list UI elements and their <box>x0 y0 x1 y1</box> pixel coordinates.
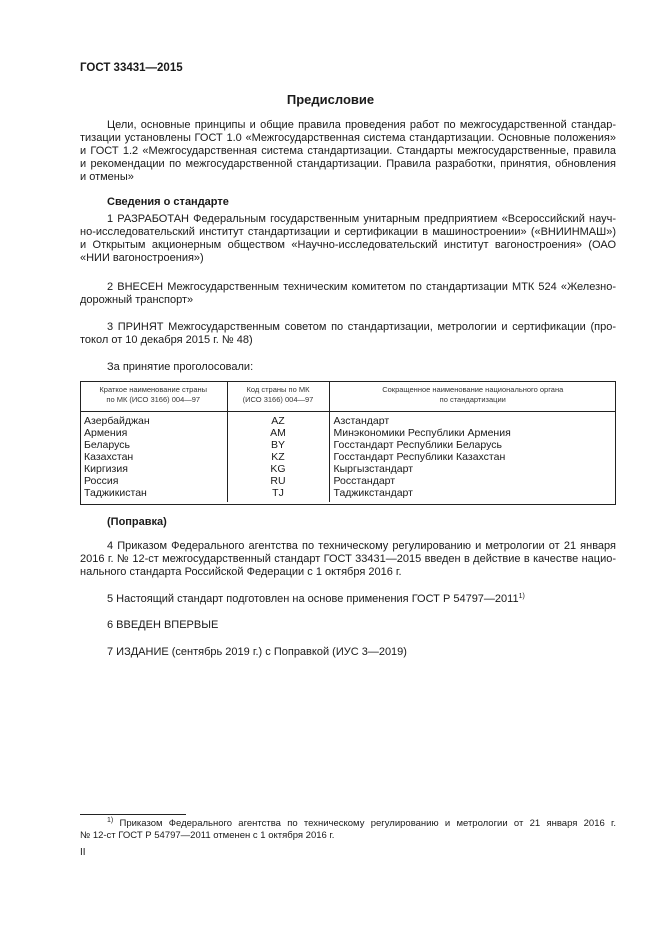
item-3-line: 3 ПРИНЯТ Межгосударственным советом по стандартизации, метрологии и сертификации (про- <box>107 321 616 333</box>
table-row <box>80 451 616 463</box>
code-cell: TJ <box>227 487 329 502</box>
table-row <box>80 439 616 451</box>
item-1-line: и Открытым акционерным обществом «Научно-исследовательский институт вагоностроения» (ОАО <box>80 239 616 251</box>
intro-line: и отмены» <box>80 171 134 183</box>
footnote-line: $^{1)}$ Приказом Федерального агентства по техническому регулированию и метрологии от 21 января 2016 г. <box>107 817 616 829</box>
intro-line: тизации установлены ГОСТ 1.0 «Межгосударственная система стандартизации. Основные положения» <box>80 132 616 144</box>
body-cell: Кыргызстандарт <box>329 463 616 475</box>
country-cell: Киргизия <box>84 463 128 475</box>
item-1-line: 1 РАЗРАБОТАН Федеральным государственным унитарным предприятием «Всероссийский науч- <box>107 213 616 225</box>
item-4-line: нального стандарта Российской Федерации с 1 октября 2016 г. <box>80 566 402 578</box>
footnote-divider <box>80 814 186 815</box>
page-title: Предисловие <box>286 92 375 107</box>
country-cell: Азербайджан <box>84 415 150 427</box>
voted-label: За принятие проголосовали: <box>107 361 254 373</box>
body-cell: Азстандарт <box>329 412 616 428</box>
item-3-line: токол от 10 декабря 2015 г. № 48) <box>80 334 253 346</box>
footnote-line: № 12-ст ГОСТ Р 54797—2011 отменен с 1 октября 2016 г. <box>80 830 335 841</box>
item-5-text: 5 Настоящий стандарт подготовлен на основе применения ГОСТ Р 54797—2011 <box>107 593 519 605</box>
body-cell: Таджикстандарт <box>329 487 616 502</box>
column-header-body: Сокращенное наименование национального органа по стандартизации <box>329 381 616 412</box>
item-6-paragraph: 6 ВВЕДЕН ВПЕРВЫЕ <box>107 619 219 631</box>
about-standard-heading: Сведения о стандарте <box>107 196 229 208</box>
item-4-paragraph <box>80 540 616 579</box>
item-4-line: 4 Приказом Федерального агентства по техническому регулированию и метрологии от 21 января <box>107 540 616 552</box>
country-cell: Россия <box>84 475 119 487</box>
body-cell: Госстандарт Республики Беларусь <box>329 439 616 451</box>
footnote-mark: 1) <box>107 817 114 824</box>
item-2-line: 2 ВНЕСЕН Межгосударственным техническим комитетом по стандартизации МТК 524 «Железно- <box>107 281 616 293</box>
item-1-paragraph <box>80 213 616 265</box>
code-cell: BY <box>227 439 329 451</box>
item-5-paragraph <box>107 593 525 605</box>
code-cell: KG <box>227 463 329 475</box>
code-cell: KZ <box>227 451 329 463</box>
body-cell: Минэкономики Республики Армения <box>329 427 616 439</box>
table-row <box>80 487 616 502</box>
intro-line: Цели, основные принципы и общие правила проведения работ по межгосударственной стандар- <box>107 119 616 131</box>
table-row <box>80 427 616 439</box>
intro-paragraph <box>80 119 616 184</box>
page-number: II <box>80 847 86 858</box>
item-3-paragraph <box>80 321 616 347</box>
body-cell: Росстандарт <box>329 475 616 487</box>
standard-code-header: ГОСТ 33431—2015 <box>80 62 183 74</box>
country-cell: Таджикистан <box>84 487 147 499</box>
footnote <box>80 818 616 842</box>
table-header-row <box>80 381 616 412</box>
table-row <box>80 475 616 487</box>
footnote-reference[interactable]: 1) <box>518 593 525 600</box>
table-row <box>80 463 616 475</box>
code-cell: AZ <box>227 412 329 428</box>
column-header-country: Краткое наименование страны по МК (ИСО 3166) 004—97 <box>80 381 227 412</box>
body-cell: Госстандарт Республики Казахстан <box>329 451 616 463</box>
code-cell: RU <box>227 475 329 487</box>
item-1-line: но-исследовательский институт стандартизации и сертификации в машиностроении» («ВНИИНМАШ») <box>80 226 616 238</box>
item-1-line: «НИИ вагоностроения») <box>80 252 204 264</box>
country-cell: Беларусь <box>84 439 130 451</box>
country-cell: Армения <box>84 427 128 439</box>
voting-table <box>80 381 616 502</box>
intro-line: и ГОСТ 1.2 «Межгосударственная система стандартизации. Стандарты межгосударственные, правила <box>80 145 616 157</box>
item-2-line: дорожный транспорт» <box>80 294 194 306</box>
intro-line: и рекомендации по межгосударственной стандартизации. Правила разработки, принятия, обновления <box>80 158 616 170</box>
country-cell: Казахстан <box>84 451 134 463</box>
code-cell: AM <box>227 427 329 439</box>
amendment-heading: (Поправка) <box>107 516 167 528</box>
item-2-paragraph <box>80 281 616 307</box>
column-header-code: Код страны по МК (ИСО 3166) 004—97 <box>227 381 329 412</box>
table-row <box>80 412 616 428</box>
item-7-paragraph: 7 ИЗДАНИЕ (сентябрь 2019 г.) с Поправкой (ИУС 3—2019) <box>107 646 407 658</box>
item-4-line: 2016 г. № 12-ст межгосударственный стандарт ГОСТ 33431—2015 введен в действие в качестве нацио- <box>80 553 616 565</box>
